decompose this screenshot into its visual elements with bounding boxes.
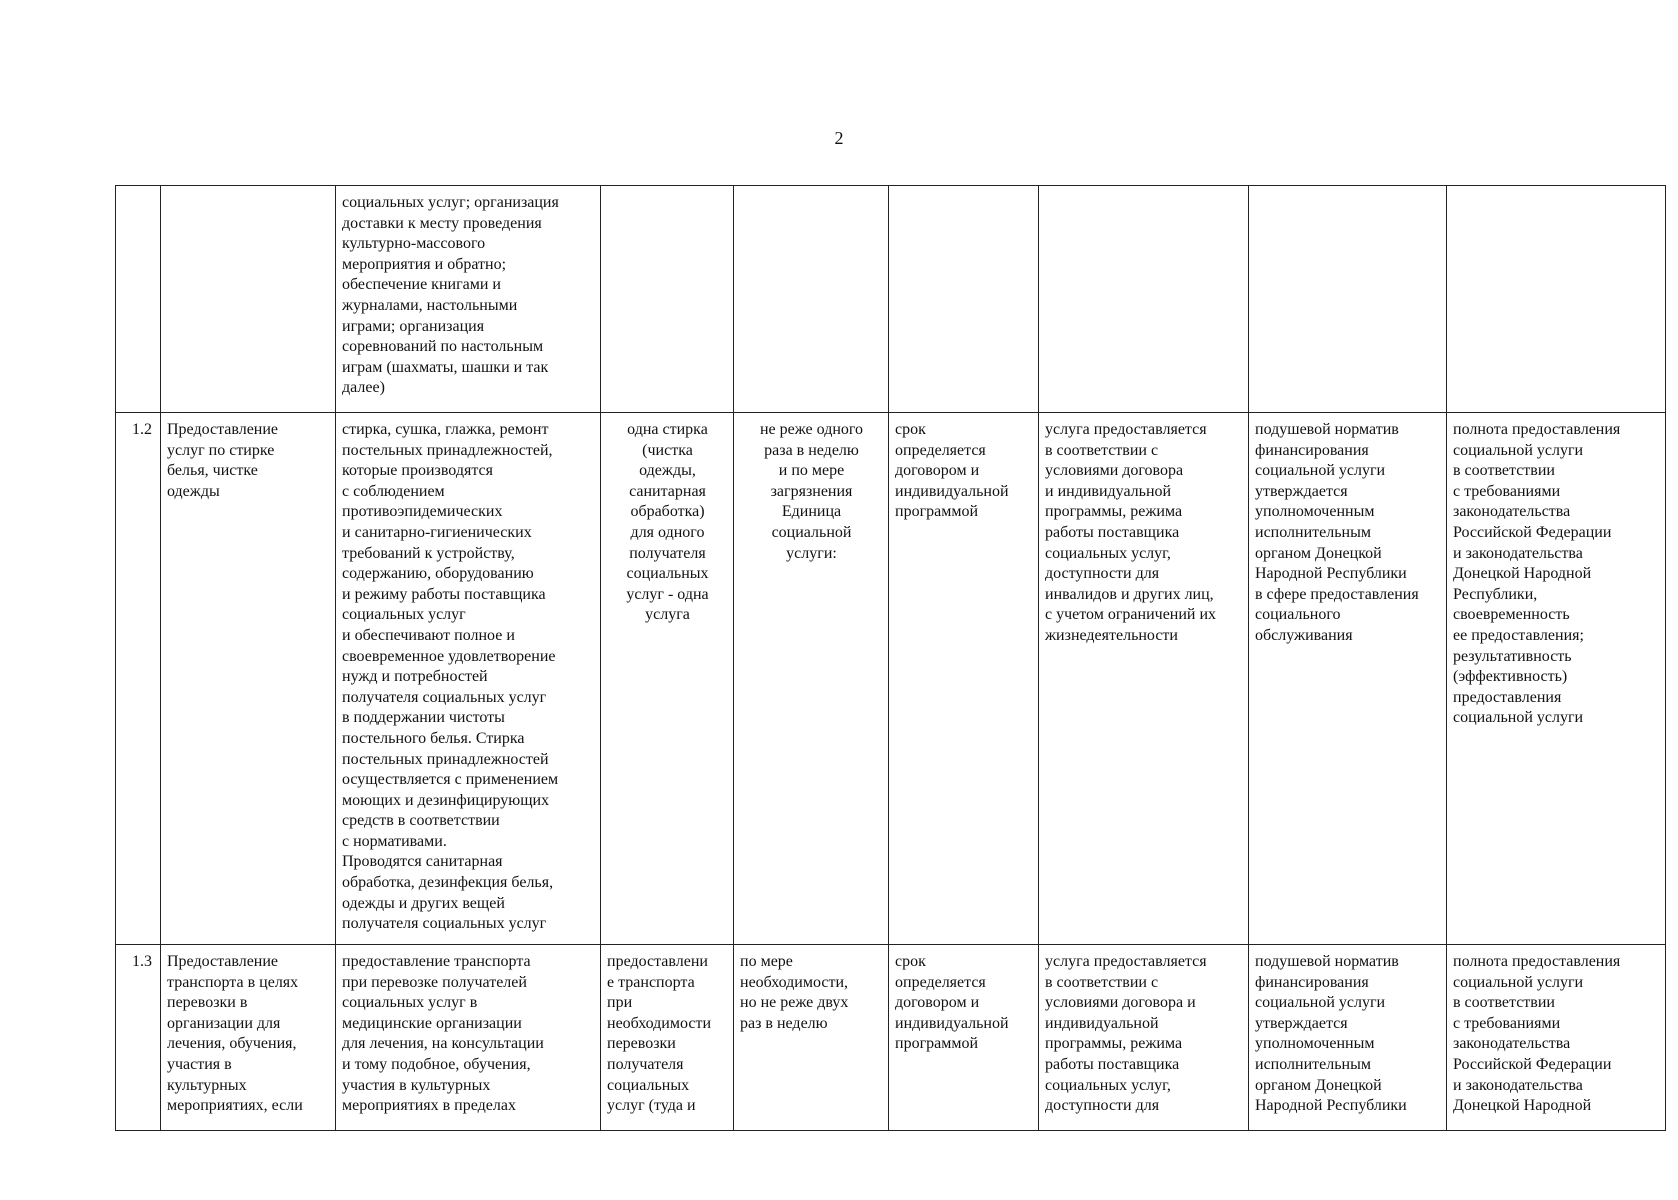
service-conditions-cell [1039,186,1249,413]
service-conditions-cell: услуга предоставляется в соответствии с условиями договора и индивидуальной программы, режима работы поставщика социальных услуг, доступности для [1039,945,1249,1131]
services-table [115,185,1666,1131]
service-quality-cell: полнота предоставления социальной услуги в соответствии с требованиями законодательства Российской Федерации и законодательства Донецкой Народной Республики, своевременность ее предоставления; результативность (эффективность) предоставления социальной услуги [1447,413,1666,945]
row-number-cell [116,186,161,413]
service-volume-cell: одна стирка (чистка одежды, санитарная обработка) для одного получателя социальных услуг - одна услуга [601,413,734,945]
service-description-cell: стирка, сушка, глажка, ремонт постельных принадлежностей, которые производятся с соблюдением противоэпидемических и санитарно-гигиенических требований к устройству, содержанию, оборудованию и режиму работы поставщика социальных услуг и обеспечивают полное и своевременное удовлетворение нужд и потребностей получателя социальных услуг в поддержании чистоты постельного белья. Стирка постельных принадлежностей осуществляется с применением моющих и дезинфицирующих средств в соответствии с нормативами. Проводятся санитарная обработка, дезинфекция белья, одежды и других вещей получателя социальных услуг [336,413,601,945]
service-description-cell: социальных услуг; организация доставки к месту проведения культурно-массового мероприятия и обратно; обеспечение книгами и журналами, настольными играми; организация соревнований по настольным играм (шахматы, шашки и так далее) [336,186,601,413]
page-number: 2 [834,128,844,148]
service-frequency-cell [734,186,889,413]
service-frequency-cell: по мере необходимости, но не реже двух раз в неделю [734,945,889,1131]
table-row [116,413,1666,945]
service-volume-cell [601,186,734,413]
service-term-cell: срок определяется договором и индивидуальной программой [889,945,1039,1131]
service-conditions-cell: услуга предоставляется в соответствии с условиями договора и индивидуальной программы, режима работы поставщика социальных услуг, доступности для инвалидов и других лиц, с учетом ограничений их жизнедеятельности [1039,413,1249,945]
service-term-cell [889,186,1039,413]
service-normative-cell: подушевой норматив финансирования социальной услуги утверждается уполномоченным исполнительным органом Донецкой Народной Республики в сфере предоставления социального обслуживания [1249,413,1447,945]
table-row [116,945,1666,1131]
service-name-cell [161,186,336,413]
service-quality-cell [1447,186,1666,413]
service-name-cell: Предоставление услуг по стирке белья, чистке одежды [161,413,336,945]
service-quality-cell: полнота предоставления социальной услуги в соответствии с требованиями законодательства Российской Федерации и законодательства Донецкой Народной [1447,945,1666,1131]
row-number-cell: 1.3 [116,945,161,1131]
service-description-cell: предоставление транспорта при перевозке получателей социальных услуг в медицинские организации для лечения, на консультации и тому подобное, обучения, участия в культурных мероприятиях в пределах [336,945,601,1131]
service-name-cell: Предоставление транспорта в целях перевозки в организации для лечения, обучения, участия в культурных мероприятиях, если [161,945,336,1131]
service-normative-cell: подушевой норматив финансирования социальной услуги утверждается уполномоченным исполнительным органом Донецкой Народной Республики [1249,945,1447,1131]
service-frequency-cell: не реже одного раза в неделю и по мере загрязнения Единица социальной услуги: [734,413,889,945]
table-row [116,186,1666,413]
service-term-cell: срок определяется договором и индивидуальной программой [889,413,1039,945]
service-normative-cell [1249,186,1447,413]
row-number-cell: 1.2 [116,413,161,945]
service-volume-cell: предоставлени е транспорта при необходимости перевозки получателя социальных услуг (туда и [601,945,734,1131]
